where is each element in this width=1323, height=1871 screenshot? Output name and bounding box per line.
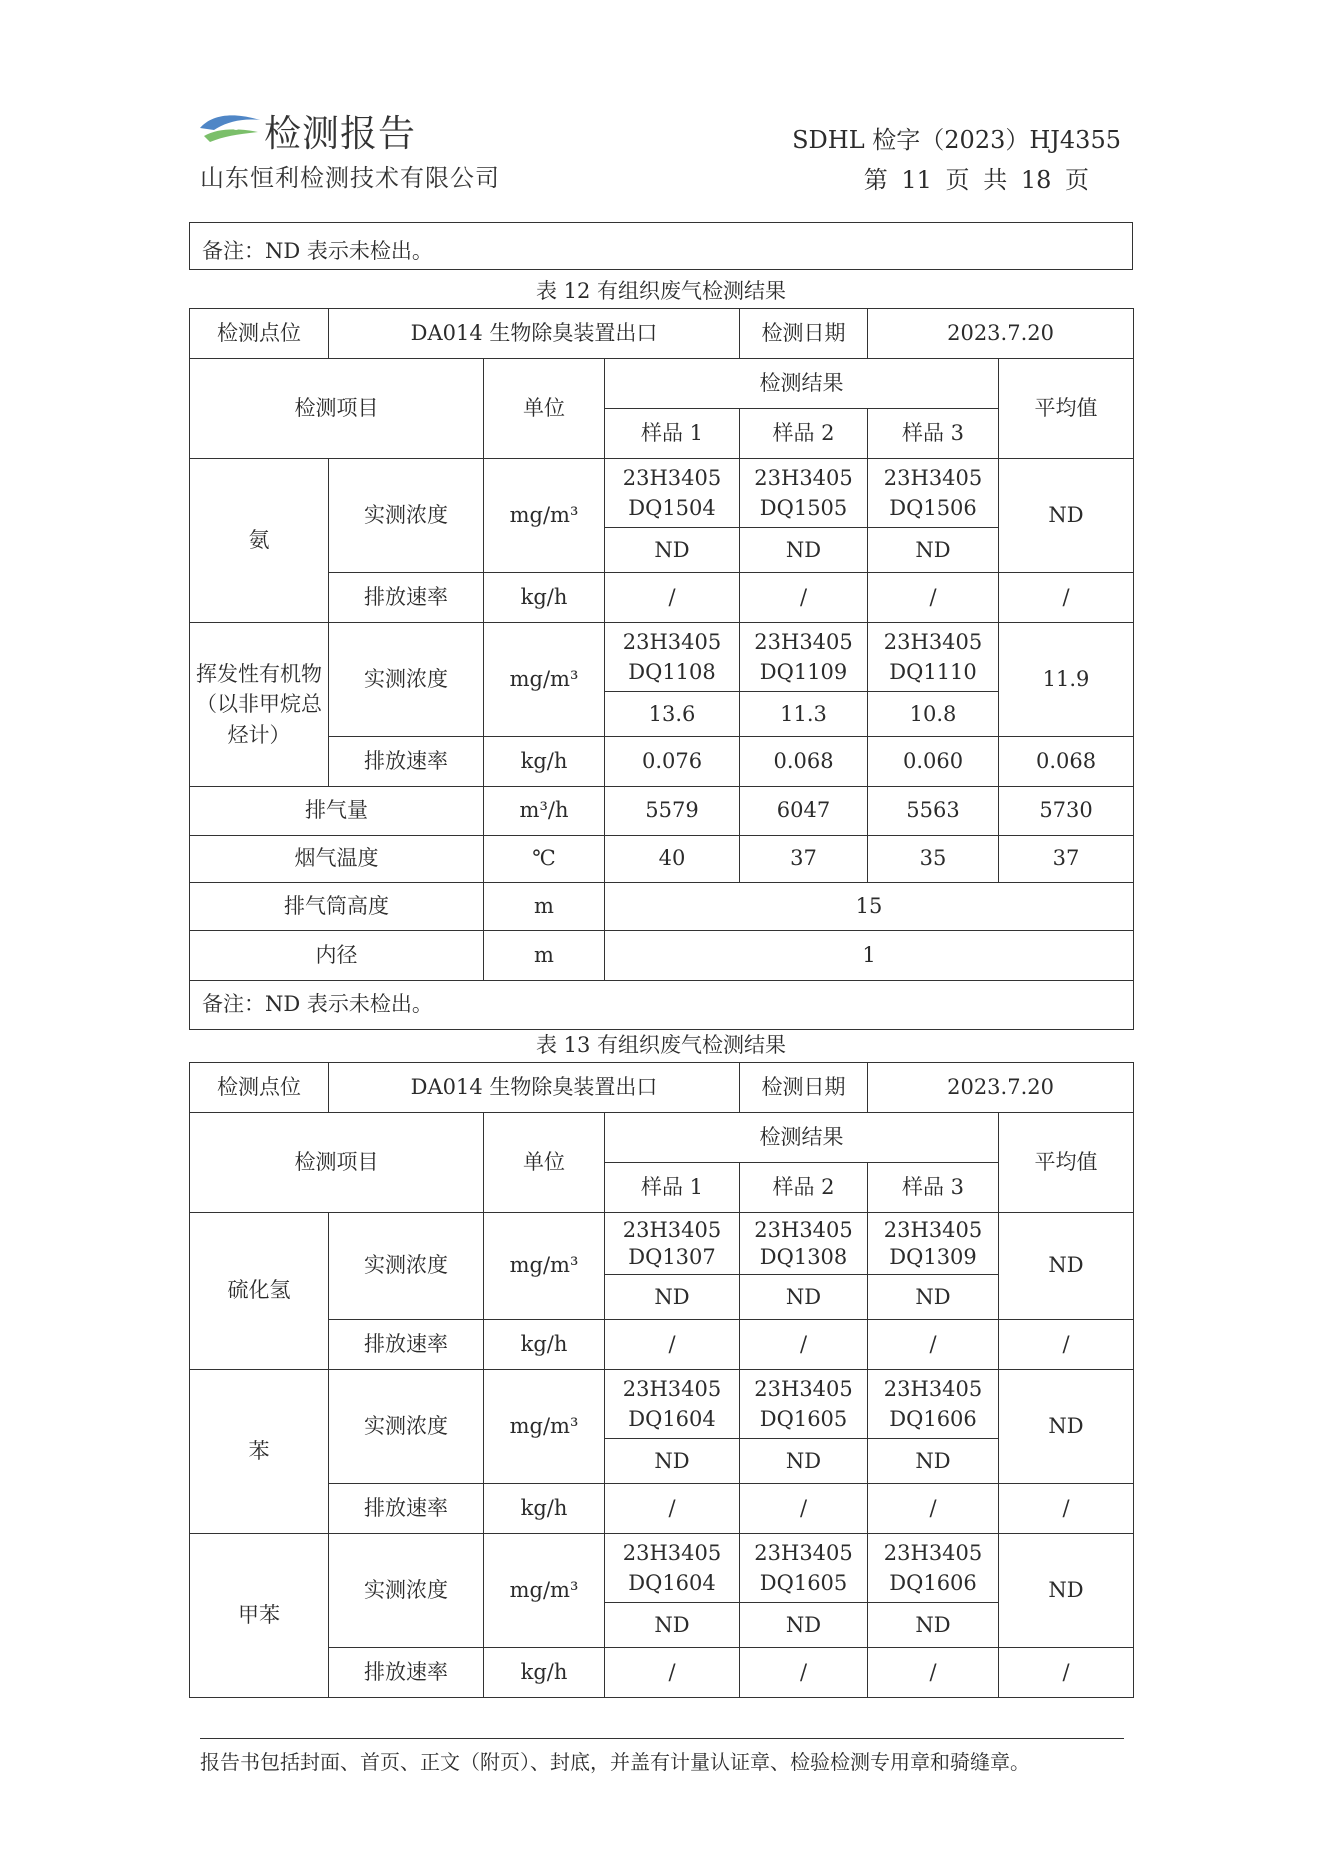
sample-id-line: DQ1504 [628, 496, 716, 520]
sample-value: ND [868, 527, 998, 572]
previous-table-remark: 备注：ND 表示未检出。 [189, 222, 1133, 270]
page-info: 第 11 页 共 18 页 [863, 166, 1089, 194]
value-cell: / [740, 1320, 868, 1370]
unit-cell: mg/m³ [484, 1213, 605, 1320]
row-label: 实测浓度 [329, 623, 484, 737]
average-cell: 5730 [999, 787, 1134, 836]
average-cell: / [999, 1320, 1134, 1370]
footer-divider [200, 1738, 1124, 1739]
unit-cell: kg/h [484, 737, 605, 787]
sample-cell [740, 1534, 868, 1648]
average-cell: ND [999, 459, 1134, 573]
value-cell: / [868, 1484, 999, 1534]
sample-cell [605, 459, 740, 573]
value-cell: / [740, 1648, 868, 1698]
sample-id-line: 23H3405 [622, 465, 722, 490]
point-value: DA014 生物除臭装置出口 [329, 309, 740, 359]
footer-note: 报告书包括封面、首页、正文（附页）、封底，并盖有计量认证章、检验检测专用章和骑缝章。 [200, 1750, 1030, 1774]
date-label: 检测日期 [740, 309, 868, 359]
sample-value: 11.3 [740, 691, 867, 736]
sample-value: ND [740, 1274, 867, 1319]
sample-header: 样品 1 [605, 1163, 740, 1213]
col-item-header: 检测项目 [190, 359, 484, 459]
pollutant-name: 氨 [190, 459, 329, 623]
sample-id-line: DQ1109 [759, 660, 848, 684]
sample-cell [605, 623, 740, 737]
sample-id-line: DQ1108 [628, 660, 716, 684]
average-cell: / [999, 1648, 1134, 1698]
col-avg-header: 平均值 [999, 359, 1134, 459]
unit-cell: mg/m³ [484, 459, 605, 573]
row-label: 烟气温度 [190, 836, 484, 883]
value-cell: / [605, 1484, 740, 1534]
sample-id-line: 23H3405 [622, 1218, 722, 1243]
unit-cell: mg/m³ [484, 1370, 605, 1484]
sample-header: 样品 1 [605, 409, 740, 459]
value-cell: / [605, 1320, 740, 1370]
table13-caption: 表 13 有组织废气检测结果 [535, 1033, 787, 1057]
row-label: 排气量 [190, 787, 484, 836]
report-title: 检测报告 [264, 112, 416, 155]
unit-cell: kg/h [484, 573, 605, 623]
sample-value: ND [605, 1602, 739, 1647]
date-value: 2023.7.20 [868, 1063, 1134, 1113]
sample-id-line: DQ1506 [889, 496, 977, 520]
unit-cell: mg/m³ [484, 623, 605, 737]
average-cell: ND [999, 1534, 1134, 1648]
sample-value: ND [868, 1438, 998, 1483]
sample-cell [740, 1370, 868, 1484]
sample-id-line: DQ1605 [759, 1407, 848, 1431]
value-cell: / [868, 573, 999, 623]
sample-value: ND [605, 527, 739, 572]
sample-id-line: DQ1110 [889, 660, 977, 684]
col-unit-header: 单位 [484, 1113, 605, 1213]
unit-cell: m³/h [484, 787, 605, 836]
col-unit-header: 单位 [484, 359, 605, 459]
average-cell: 11.9 [999, 623, 1134, 737]
date-value: 2023.7.20 [868, 309, 1134, 359]
value-cell: 15 [605, 883, 1134, 931]
sample-id-line: 23H3405 [883, 465, 983, 490]
sample-id-line: 23H3405 [883, 629, 983, 654]
sample-id-line: DQ1606 [889, 1407, 977, 1431]
sample-id-line: DQ1604 [628, 1407, 716, 1431]
value-cell: / [868, 1320, 999, 1370]
table13 [189, 1062, 1134, 1698]
sample-id-line: 23H3405 [754, 1540, 853, 1565]
value-cell: 1 [605, 931, 1134, 981]
sample-id-line: 23H3405 [754, 629, 853, 654]
sample-id-line: 23H3405 [754, 1218, 853, 1243]
sample-cell [740, 1213, 868, 1320]
sample-cell [605, 1370, 740, 1484]
sample-id-line: DQ1308 [759, 1244, 848, 1269]
row-label: 排气筒高度 [190, 883, 484, 931]
value-cell: / [740, 1484, 868, 1534]
value-cell: 35 [868, 836, 999, 883]
sample-value: 13.6 [605, 691, 739, 736]
sample-id-line: DQ1307 [628, 1244, 716, 1269]
table12-remark: 备注：ND 表示未检出。 [190, 981, 1134, 1030]
sample-header: 样品 3 [868, 1163, 999, 1213]
value-cell: / [605, 1648, 740, 1698]
point-value: DA014 生物除臭装置出口 [329, 1063, 740, 1113]
sample-id-line: 23H3405 [622, 1540, 722, 1565]
row-label: 排放速率 [329, 1484, 484, 1534]
sample-cell [868, 623, 999, 737]
col-result-header: 检测结果 [605, 359, 999, 409]
row-label: 内径 [190, 931, 484, 981]
col-result-header: 检测结果 [605, 1113, 999, 1163]
sample-id-line: 23H3405 [622, 629, 722, 654]
sample-id-line: DQ1604 [628, 1571, 716, 1595]
unit-cell: m [484, 883, 605, 931]
table12-caption: 表 12 有组织废气检测结果 [535, 279, 787, 303]
value-cell: / [605, 573, 740, 623]
pollutant-name: 苯 [190, 1370, 329, 1534]
sample-value: ND [740, 1438, 867, 1483]
average-cell: / [999, 573, 1134, 623]
col-avg-header: 平均值 [999, 1113, 1134, 1213]
sample-id-line: DQ1309 [889, 1244, 977, 1269]
row-label: 实测浓度 [329, 1370, 484, 1484]
sample-id-line: DQ1606 [889, 1571, 977, 1595]
value-cell: 0.060 [868, 737, 999, 787]
row-label: 排放速率 [329, 737, 484, 787]
col-item-header: 检测项目 [190, 1113, 484, 1213]
unit-cell: m [484, 931, 605, 981]
average-cell: 0.068 [999, 737, 1134, 787]
unit-cell: ℃ [484, 836, 605, 883]
sample-value: ND [605, 1438, 739, 1483]
average-cell: ND [999, 1213, 1134, 1320]
sample-header: 样品 3 [868, 409, 999, 459]
row-label: 排放速率 [329, 1320, 484, 1370]
sample-id-line: 23H3405 [883, 1218, 983, 1243]
pollutant-name: 甲苯 [190, 1534, 329, 1698]
sample-id-line: 23H3405 [622, 1376, 722, 1401]
company-name: 山东恒利检测技术有限公司 [200, 164, 500, 192]
row-label: 实测浓度 [329, 1534, 484, 1648]
row-label: 排放速率 [329, 573, 484, 623]
sample-value: 10.8 [868, 691, 998, 736]
sample-header: 样品 2 [740, 409, 868, 459]
sample-cell [740, 459, 868, 573]
sample-id-line: 23H3405 [754, 1376, 853, 1401]
pollutant-name: 硫化氢 [190, 1213, 329, 1370]
row-label: 实测浓度 [329, 459, 484, 573]
sample-value: ND [740, 1602, 867, 1647]
unit-cell: kg/h [484, 1320, 605, 1370]
row-label: 排放速率 [329, 1648, 484, 1698]
value-cell: 5563 [868, 787, 999, 836]
point-label: 检测点位 [190, 309, 329, 359]
average-cell: 37 [999, 836, 1134, 883]
report-number: SDHL 检字（2023）HJ4355 [792, 126, 1121, 154]
table12 [189, 308, 1134, 1030]
pollutant-name: 挥发性有机物（以非甲烷总烃计） [190, 623, 329, 787]
date-label: 检测日期 [740, 1063, 868, 1113]
sample-value: ND [868, 1274, 998, 1319]
sample-cell [868, 1534, 999, 1648]
sample-id-line: 23H3405 [883, 1540, 983, 1565]
value-cell: 40 [605, 836, 740, 883]
sample-value: ND [740, 527, 867, 572]
value-cell: 0.068 [740, 737, 868, 787]
sample-cell [740, 623, 868, 737]
sample-cell [605, 1213, 740, 1320]
sample-id-line: 23H3405 [883, 1376, 983, 1401]
value-cell: / [868, 1648, 999, 1698]
average-cell: ND [999, 1370, 1134, 1484]
unit-cell: kg/h [484, 1484, 605, 1534]
sample-value: ND [605, 1274, 739, 1319]
sample-id-line: DQ1605 [759, 1571, 848, 1595]
value-cell: 0.076 [605, 737, 740, 787]
sample-cell [868, 1370, 999, 1484]
value-cell: 37 [740, 836, 868, 883]
point-label: 检测点位 [190, 1063, 329, 1113]
sample-id-line: DQ1505 [759, 496, 848, 520]
value-cell: 5579 [605, 787, 740, 836]
company-logo [198, 108, 262, 144]
unit-cell: kg/h [484, 1648, 605, 1698]
unit-cell: mg/m³ [484, 1534, 605, 1648]
value-cell: / [740, 573, 868, 623]
value-cell: 6047 [740, 787, 868, 836]
sample-id-line: 23H3405 [754, 465, 853, 490]
row-label: 实测浓度 [329, 1213, 484, 1320]
sample-cell [868, 459, 999, 573]
sample-header: 样品 2 [740, 1163, 868, 1213]
average-cell: / [999, 1484, 1134, 1534]
sample-cell [605, 1534, 740, 1648]
sample-value: ND [868, 1602, 998, 1647]
sample-cell [868, 1213, 999, 1320]
